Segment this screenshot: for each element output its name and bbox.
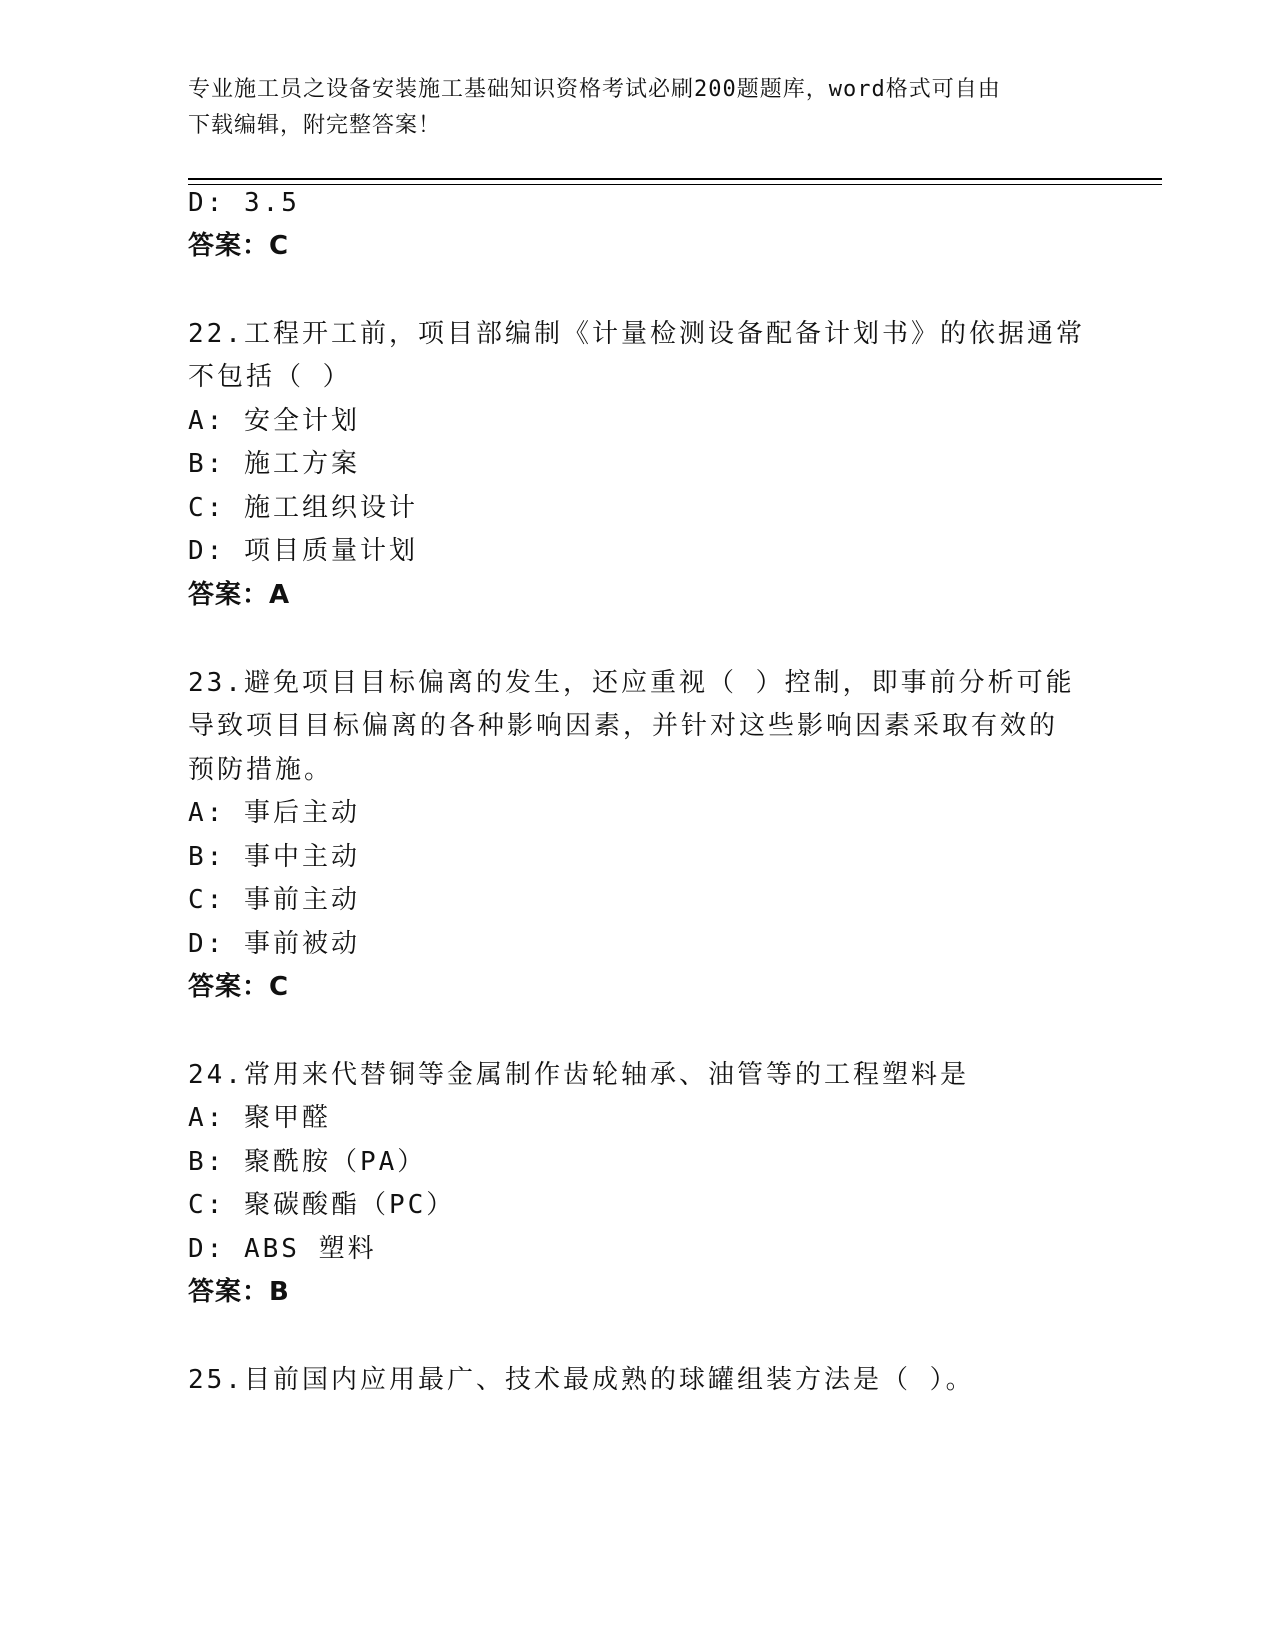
q23-option-b: B: 事中主动 — [188, 842, 360, 872]
q22-option-b: B: 施工方案 — [188, 449, 360, 479]
document-header — [188, 72, 1068, 144]
q23-text-line-1: 23.避免项目目标偏离的发生，还应重视（ ）控制，即事前分析可能 — [188, 668, 1075, 698]
header-line-2: 下载编辑，附完整答案！ — [188, 113, 442, 138]
q23-text-line-2: 导致项目目标偏离的各种影响因素，并针对这些影响因素采取有效的 — [188, 711, 1059, 741]
q24-option-c: C: 聚碳酸酯（PC） — [188, 1190, 456, 1220]
q23-option-a: A: 事后主动 — [188, 798, 360, 828]
prev-option-d: D: 3.5 — [188, 188, 300, 218]
q22-text-line-1: 22.工程开工前，项目部编制《计量检测设备配备计划书》的依据通常 — [188, 319, 1085, 349]
q24-text-line-1: 24.常用来代替铜等金属制作齿轮轴承、油管等的工程塑料是 — [188, 1060, 969, 1090]
header-line-1: 专业施工员之设备安装施工基础知识资格考试必刷200题题库，word格式可自由 — [188, 77, 1001, 102]
q24-option-d: D: ABS 塑料 — [188, 1234, 377, 1264]
q22-text-line-2: 不包括（ ） — [188, 362, 352, 392]
q22-answer: 答案：A — [188, 580, 291, 610]
header-divider-thick — [188, 178, 1162, 180]
q22-option-a: A: 安全计划 — [188, 406, 360, 436]
q23-text-line-3: 预防措施。 — [188, 755, 334, 785]
prev-answer: 答案：C — [188, 231, 290, 261]
q23-option-c: C: 事前主动 — [188, 885, 360, 915]
q24-answer: 答案：B — [188, 1277, 290, 1307]
q25-text-line-1: 25.目前国内应用最广、技术最成熟的球罐组装方法是（ ）。 — [188, 1365, 975, 1395]
q24-option-a: A: 聚甲醛 — [188, 1103, 331, 1133]
q23-answer: 答案：C — [188, 972, 290, 1002]
q24-option-b: B: 聚酰胺（PA） — [188, 1147, 427, 1177]
q22-option-c: C: 施工组织设计 — [188, 493, 418, 523]
q22-option-d: D: 项目质量计划 — [188, 536, 418, 566]
q23-option-d: D: 事前被动 — [188, 929, 360, 959]
header-divider-thin — [188, 184, 1162, 185]
